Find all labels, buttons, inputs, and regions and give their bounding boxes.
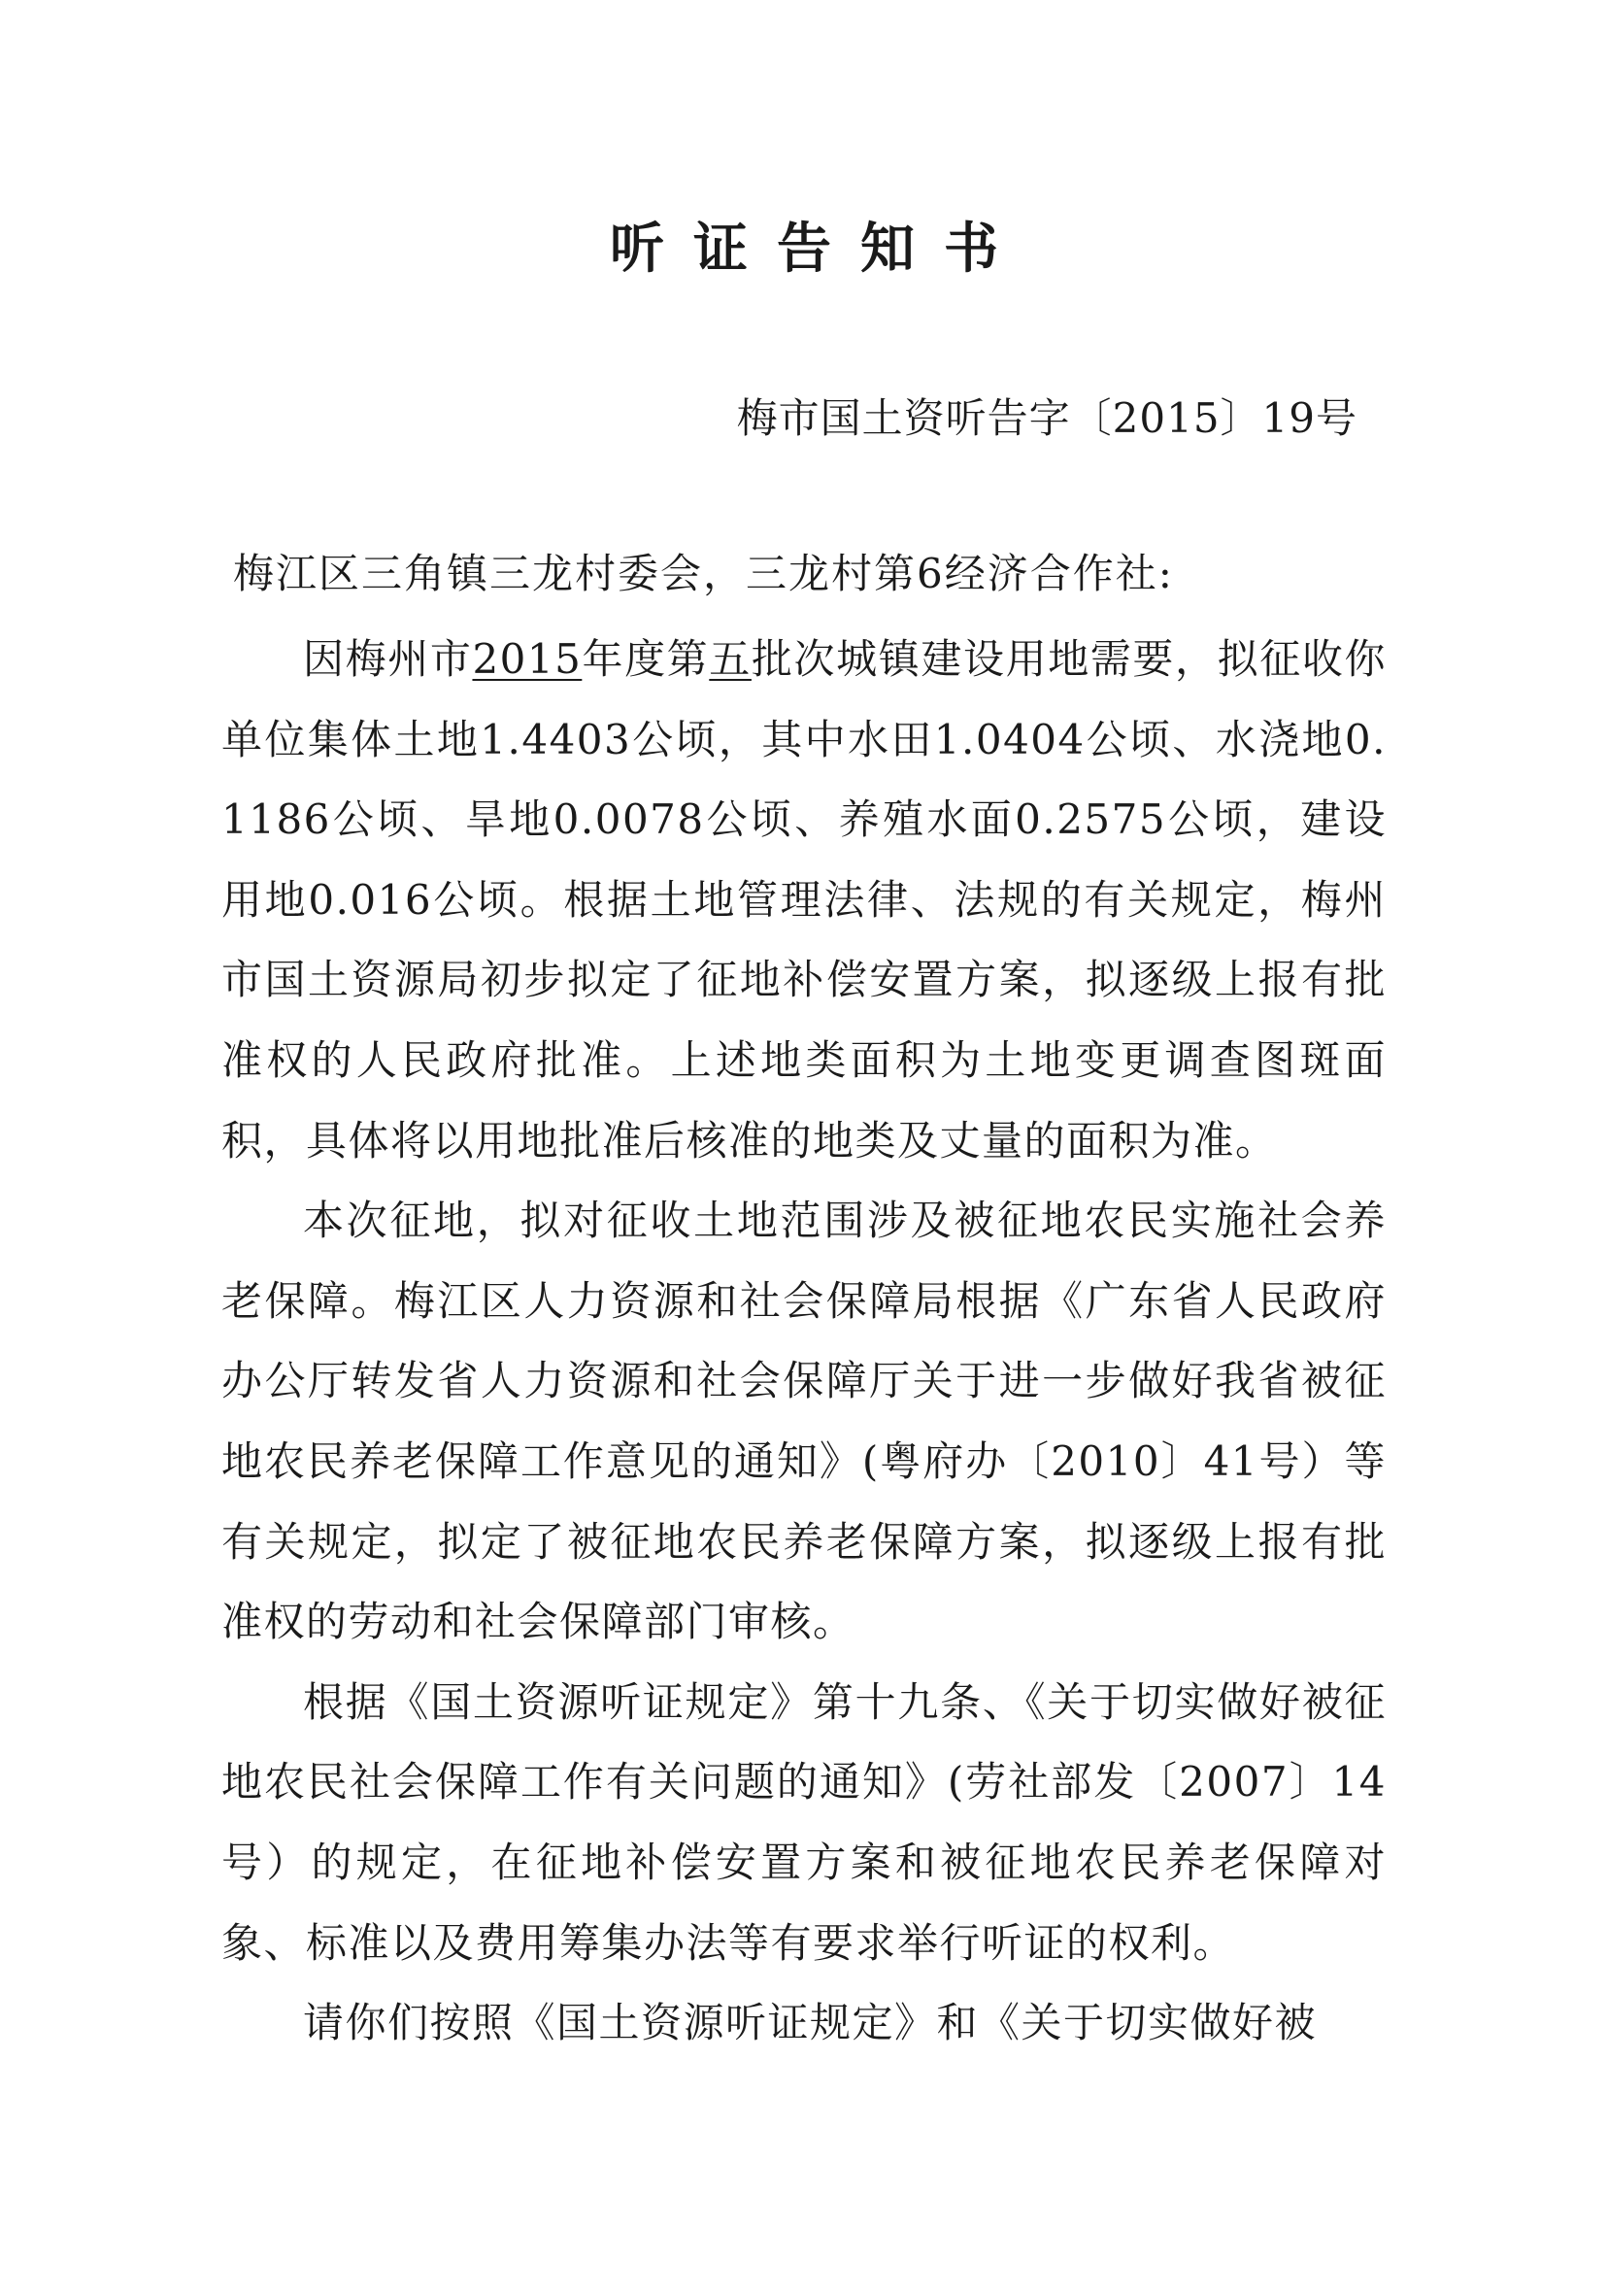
underlined-year: 2015 <box>472 635 583 683</box>
paragraph-land-acquisition <box>221 620 1387 1181</box>
paragraph-hearing-rights: 根据《国土资源听证规定》第十九条、《关于切实做好被征地农民社会保障工作有关问题的通知》(劳社部发〔2007〕14号）的规定，在征地补偿安置方案和被征地农民养老保障对象、标准以及费用筹集办法等有要求举行听证的权利。 <box>221 1677 1387 1967</box>
document-body <box>221 620 1387 2064</box>
paragraph-request: 请你们按照《国土资源听证规定》和《关于切实做好被 <box>303 1999 1318 2047</box>
paragraph-pension-security: 本次征地，拟对征收土地范围涉及被征地农民实施社会养老保障。梅江区人力资源和社会保障局根据《广东省人民政府办公厅转发省人力资源和社会保障厅关于进一步做好我省被征地农民养老保障工作意见的通知》(粤府办〔2010〕41号）等有关规定，拟定了被征地农民养老保障方案，拟逐级上报有批准权的劳动和社会保障部门审核。 <box>221 1197 1387 1646</box>
paragraph-text: 年度第 <box>582 635 710 683</box>
underlined-batch: 五 <box>709 635 752 683</box>
paragraph-text: 批次城镇建设用地需要，拟征收你单位集体土地1.4403公顷，其中水田1.0404公顷、水浇地0.1186公顷、旱地0.0078公顷、养殖水面0.2575公顷，建设用地0.016公顷。根据土地管理法律、法规的有关规定，梅州市国土资源局初步拟定了征地补偿安置方案，拟逐级上报有批准权的人民政府批准。上述地类面积为土地变更调查图斑面积，具体将以用地批准后核准的地类及丈量的面积为准。 <box>221 635 1387 1165</box>
paragraph-text: 因梅州市 <box>303 635 473 683</box>
addressee-line: 梅江区三角镇三龙村委会，三龙村第6经济合作社: <box>233 550 1174 597</box>
document-title: 听证告知书 <box>610 218 1027 281</box>
document-number: 梅市国土资听告字〔2015〕19号 <box>736 394 1357 442</box>
